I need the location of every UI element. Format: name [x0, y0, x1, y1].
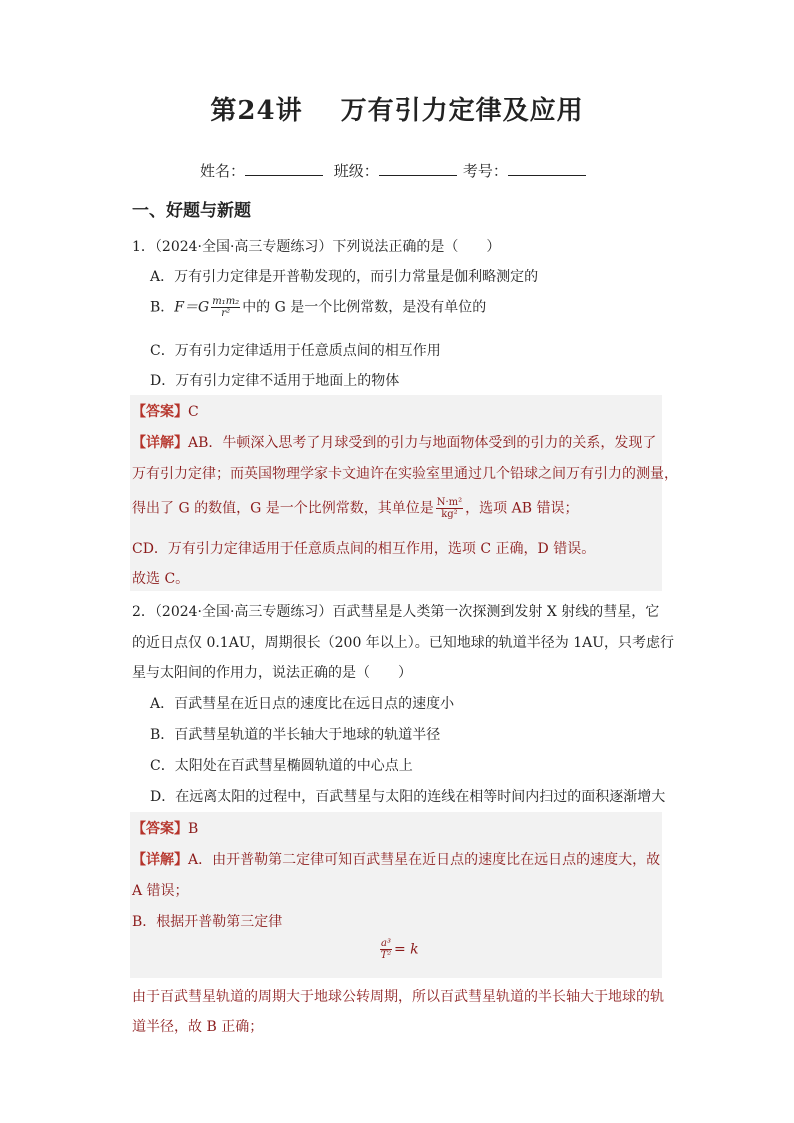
q1-option-c: C．万有引力定律适用于任意质点间的相互作用: [150, 343, 441, 359]
q1-option-d: D．万有引力定律不适用于地面上的物体: [150, 373, 400, 389]
q1-option-a: A．万有引力定律是开普勒发现的，而引力常量是伽利略测定的: [150, 269, 539, 285]
student-info: [200, 160, 592, 181]
q1-formula-lhs: F＝G: [174, 299, 210, 316]
q1-unit-numerator: N·m²: [436, 497, 463, 508]
q2-option-c: C．太阳处在百武彗星椭圆轨道的中心点上: [150, 758, 413, 774]
q2-formula-numerator: a³: [381, 938, 391, 949]
q1-unit-fraction: [436, 497, 463, 520]
q2-detail-5: 道半径，故 B 正确；: [132, 1019, 264, 1035]
q1-detail-5: 故选 C。: [132, 571, 190, 587]
q1-answer: [132, 401, 199, 421]
q2-answer: [132, 818, 198, 838]
q1-formula-fraction: [211, 296, 240, 319]
page-title: [0, 90, 794, 127]
q2-detail-label: 【详解】: [132, 852, 188, 868]
q1-detail-label: 【详解】: [132, 435, 188, 451]
q2-formula-denominator: T²: [380, 950, 392, 961]
name-label: 姓名：: [200, 162, 246, 180]
q1-detail-text-1: AB．牛顿深入思考了月球受到的引力与地面物体受到的引力的关系，发现了: [188, 435, 657, 451]
exam-label: 考号：: [462, 162, 508, 180]
q1-unit-denominator: kg²: [441, 509, 458, 520]
q2-option-a: A．百武彗星在近日点的速度比在远日点的速度小: [150, 696, 455, 712]
class-label: 班级：: [333, 162, 379, 180]
q2-formula-rhs: = k: [393, 941, 419, 958]
q2-option-d: D．在远离太阳的过程中，百武彗星与太阳的连线在相等时间内扫过的面积逐渐增大: [150, 789, 666, 805]
q2-stem-2: 的近日点仅 0.1AU，周期很长（200 年以上）。已知地球的轨道半径为 1AU，只考虑行: [132, 635, 675, 651]
q2-detail-text-1: A．由开普勒第二定律可知百武彗星在近日点的速度比在远日点的速度大，故: [188, 852, 661, 868]
q2-option-b: B．百武彗星轨道的半长轴大于地球的轨道半径: [150, 727, 441, 743]
q1-stem: 1．（2024·全国·高三专题练习）下列说法正确的是（ ）: [132, 239, 501, 255]
q2-kepler-formula: [378, 938, 419, 961]
q1-detail-3-post: ，选项 AB 错误；: [465, 500, 579, 517]
q2-stem-1: 2．（2024·全国·高三专题练习）百武彗星是人类第一次探测到发射 X 射线的彗星，它: [132, 604, 660, 620]
q1-option-b: [150, 296, 486, 319]
name-blank[interactable]: [245, 161, 323, 176]
q2-answer-value: B: [188, 821, 199, 837]
q2-detail-3: B．根据开普勒第三定律: [132, 914, 283, 930]
q2-detail-4: 由于百武彗星轨道的周期大于地球公转周期，所以百武彗星轨道的半长轴大于地球的轨: [132, 989, 664, 1005]
q1-detail-3-pre: 得出了 G 的数值，G 是一个比例常数，其单位是: [132, 500, 434, 517]
q1-detail-2: 万有引力定律；而英国物理学家卡文迪许在实验室里通过几个铅球之间万有引力的测量，: [132, 466, 678, 482]
q1-detail-3: [132, 497, 578, 520]
q1-answer-block: [130, 395, 662, 591]
q2-answer-label: 【答案】: [132, 821, 188, 837]
q1-option-b-prefix: B．: [150, 299, 175, 316]
q2-stem-3: 星与太阳间的作用力，说法正确的是（ ）: [132, 665, 412, 681]
q1-detail-1: [132, 432, 656, 452]
lecture-number: 第24讲: [210, 96, 303, 126]
q1-answer-label: 【答案】: [132, 404, 188, 420]
q2-detail-2: A 错误；: [132, 883, 189, 899]
q1-detail-4: CD．万有引力定律适用于任意质点间的相互作用，选项 C 正确，D 错误。: [132, 541, 596, 557]
exam-blank[interactable]: [508, 161, 586, 176]
q1-option-b-suffix: 中的 G 是一个比例常数，是没有单位的: [242, 299, 487, 316]
q1-formula-numerator: m₁m₂: [212, 296, 240, 307]
lecture-title: 万有引力定律及应用: [340, 96, 584, 126]
class-blank[interactable]: [379, 161, 457, 176]
q2-detail-1: [132, 849, 660, 869]
q2-formula-fraction: [380, 938, 392, 961]
section-title: 一、好题与新题: [132, 201, 251, 221]
q1-formula-denominator: r²: [221, 308, 231, 319]
q1-answer-value: C: [188, 404, 199, 420]
